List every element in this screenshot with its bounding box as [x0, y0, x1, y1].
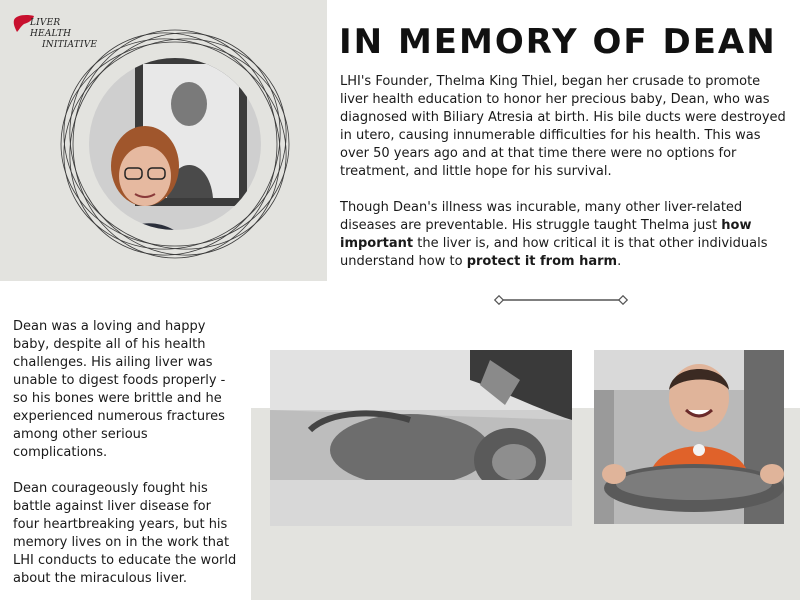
story-paragraph-1: Dean was a loving and happy baby, despite all of his health challenges. His ailing liver was unable to digest foods properly - so his bones were brittle and he experienced numerous fractures among other serious complications. [13, 319, 226, 460]
dean-smiling-photo [594, 350, 784, 524]
portrait-frame [57, 26, 293, 262]
thelma-portrait [57, 26, 293, 262]
intro-text [340, 73, 788, 289]
logo-line-1: LIVER HEALTH [30, 18, 72, 39]
story-paragraph-2: Dean courageously fought his battle against liver disease for four heartbreaking years, but his memory lives on in the work that LHI conducts to educate the world about the miraculous liver. [13, 481, 237, 586]
emphasis-how-important: how important [340, 218, 752, 251]
logo-line-2: INITIATIVE [42, 40, 98, 50]
story-text [13, 318, 241, 606]
emphasis-protect-it: protect it from harm [466, 254, 618, 269]
dean-hospital-photo [270, 350, 572, 526]
page-title: IN MEMORY OF DEAN [339, 22, 777, 62]
intro-paragraph-2: Though Dean's illness was incurable, many other liver-related diseases are preventable. His struggle taught Thelma just how important the liver is, and how critical it is that other individuals understand how to protect it from harm. [340, 200, 768, 269]
divider [494, 295, 628, 305]
intro-paragraph-1: LHI's Founder, Thelma King Thiel, began her crusade to promote liver health education to honor her precious baby, Dean, who was diagnosed with Biliary Atresia at birth. His bile ducts were destroyed in utero, causing innumerable difficulties for his health. This was over 50 years ago and at that time there were no options for treatment, and little hope for his survival. [340, 74, 786, 179]
